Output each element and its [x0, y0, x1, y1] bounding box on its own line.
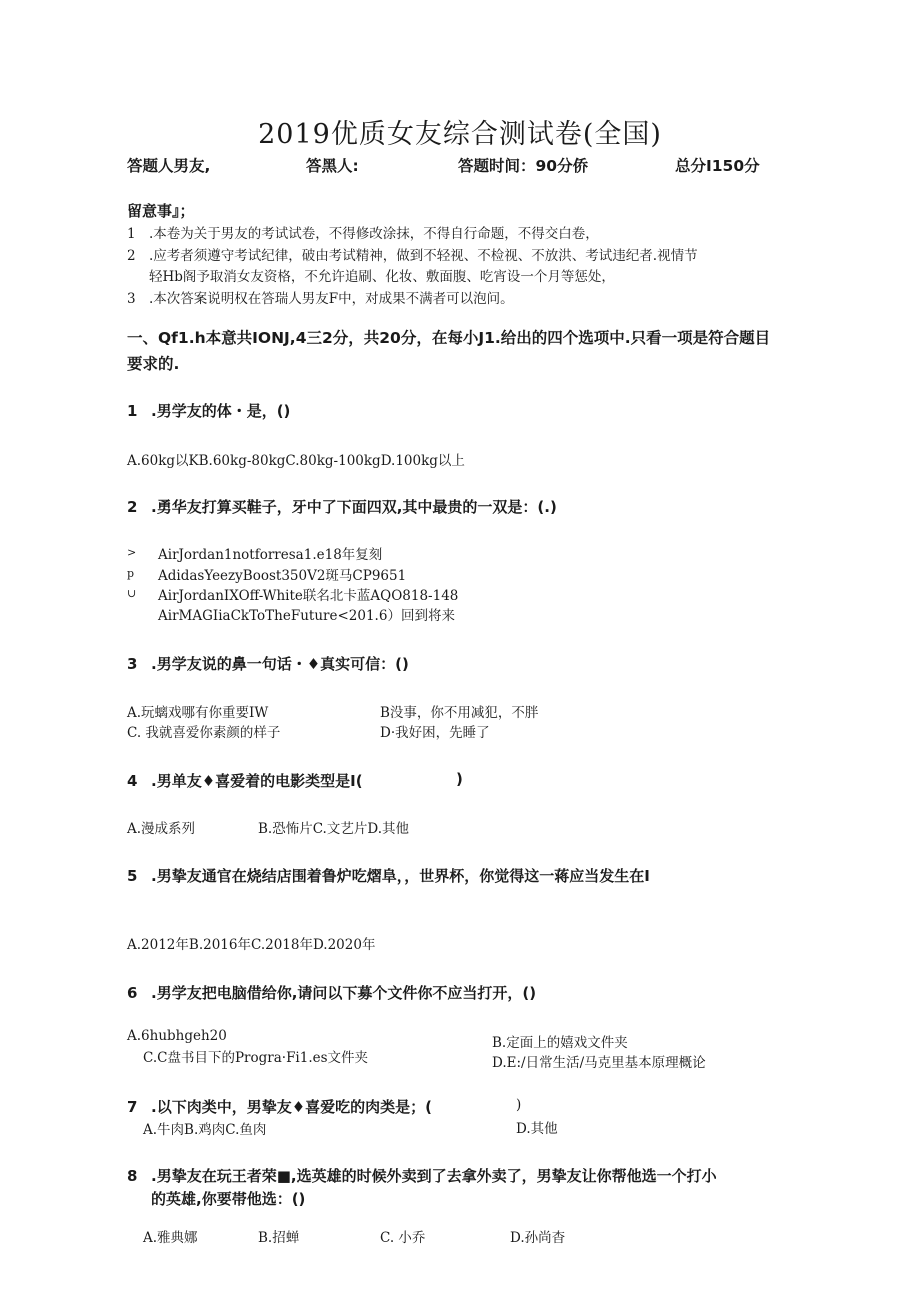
examiner-field: 答黑人: [306, 157, 359, 175]
option-bullet: p [127, 567, 135, 580]
question-1 [127, 400, 290, 421]
question-7-close: ) [516, 1097, 522, 1113]
section-heading-cont: 要求的. [127, 355, 180, 373]
question-number: 2 [127, 498, 138, 516]
question-8-option-a: A.雅典娜 [143, 1230, 198, 1246]
notice-heading: 留意事』； [127, 202, 195, 220]
notice-text: .应考者须遵守考试纪律，破由考试精神，做到不轻视、不检视、不放洪、考试违纪者.视情节 [149, 248, 698, 264]
question-3-option-d: D·我好困，先睡了 [380, 725, 490, 741]
question-text: .勇华友打算买鞋子，牙中了下面四双,其中最贵的一双是：(.) [151, 498, 557, 516]
question-7-option-abc: A.牛肉B.鸡肉C.鱼肉 [143, 1122, 267, 1138]
question-2-option-b: AdidasYeezyBoost350V2斑马CP9651 [158, 568, 407, 584]
notice-number: 1 [127, 226, 136, 242]
question-8-option-b: B.招蝉 [258, 1230, 300, 1246]
question-number: 3 [127, 655, 138, 673]
question-5-options: A.2012年B.2016年C.2018年D.2020年 [127, 937, 376, 953]
question-2-option-c: AirJordanIXOff-White联名北卡蓝AQO818-148 [158, 588, 459, 604]
question-number: 5 [127, 867, 138, 885]
time-field: 答题时间：90分侨 [458, 157, 589, 175]
question-2 [127, 496, 557, 517]
notice-item [127, 287, 514, 307]
question-6-option-d: D.E:/日常生活/马克里基本原理概论 [492, 1055, 706, 1071]
question-3-option-a: A.玩螭戏哪有你重要IW [127, 705, 269, 721]
question-number: 4 [127, 772, 138, 790]
question-5 [127, 865, 650, 886]
question-number: 6 [127, 984, 138, 1002]
question-text: .男单友♦喜爱着的电影类型是I( [151, 772, 363, 790]
question-4 [127, 770, 363, 791]
exam-title: 2019优质女友综合测试卷(全国) [258, 119, 662, 150]
question-3-option-b: B没事，你不用减犯，不胖 [380, 705, 539, 721]
question-8-option-c: C. 小乔 [380, 1230, 426, 1246]
question-1-options: A.60kg以KB.60kg-80kgC.80kg-100kgD.100kg以上 [127, 453, 465, 469]
question-8 [127, 1165, 717, 1186]
question-2-option-d: AirMAGIiaCkToTheFuture<201.6）回到将来 [158, 608, 455, 624]
option-bullet: ∪ [127, 587, 137, 600]
notice-text: 轻Hb阁予取消女友资格，不允许追刷、化妆、敷面腹、吃宵设一个月等惩处， [149, 269, 615, 285]
total-score: 总分I150分 [675, 157, 760, 175]
option-bullet: > [127, 546, 137, 559]
question-7 [127, 1096, 432, 1117]
question-number: 7 [127, 1098, 138, 1116]
notice-text: .本卷为关于男友的考试试卷，不得修改涂抹，不得自行命题，不得交白卷， [149, 226, 599, 242]
question-2-option-a: AirJordan1notforresa1.e18年复刻 [158, 547, 383, 563]
question-text: .男学友说的鼻一句话・♦真实可信：() [151, 655, 409, 673]
question-text: .男挚友在玩王者荣■,选英雄的时候外卖到了去拿外卖了，男挚友让你帮他选一个打小 [151, 1167, 717, 1185]
question-text: .男挚友通官在烧结店围着鲁炉吃熠阜，，世界杯，你觉得这一蒋应当发生在I [151, 867, 650, 885]
section-heading: 一、Qf1.h本意共IONJ,4三2分，共20分，在每小J1.给出的四个选项中.只看一项是符合题目 [127, 329, 771, 347]
question-number: 8 [127, 1167, 138, 1185]
notice-item [127, 244, 698, 264]
question-6-option-b: B.定面上的嬉戏文件夹 [492, 1035, 628, 1051]
question-4-option-bcd: B.恐怖片C.文艺片D.其他 [258, 821, 409, 837]
notice-item [127, 265, 615, 285]
notice-text: .本次答案说明权在答瑞人男友F中，对成果不满者可以泡问。 [149, 291, 514, 307]
question-text: .以下肉类中，男挚友♦喜爱吃的肉类是；( [151, 1098, 433, 1116]
question-text: .男学友的体・是，() [151, 402, 291, 420]
question-6-option-a: A.6hubhgeh20 [127, 1028, 227, 1044]
question-6 [127, 982, 536, 1003]
notice-item [127, 222, 599, 242]
notice-number: 2 [127, 248, 136, 264]
question-7-option-d: D.其他 [516, 1121, 558, 1137]
answerer-field: 答题人男友, [127, 157, 211, 175]
question-number: 1 [127, 402, 138, 420]
question-text: .男学友把电脑借给你,请问以下募个文件你不应当打开，() [151, 984, 537, 1002]
question-3-option-c: C. 我就喜爱你素颜的样子 [127, 725, 281, 741]
question-4-close: ) [456, 770, 463, 788]
question-3 [127, 653, 409, 674]
question-6-option-c: C.C盘书目下的Progra·Fi1.es文件夹 [143, 1050, 369, 1066]
question-8-option-d: D.孙尚杳 [510, 1230, 566, 1246]
notice-number: 3 [127, 291, 136, 307]
question-4-option-a: A.漫成系列 [127, 821, 196, 837]
question-8-cont: 的英雄,你要帯他选：() [151, 1190, 306, 1208]
